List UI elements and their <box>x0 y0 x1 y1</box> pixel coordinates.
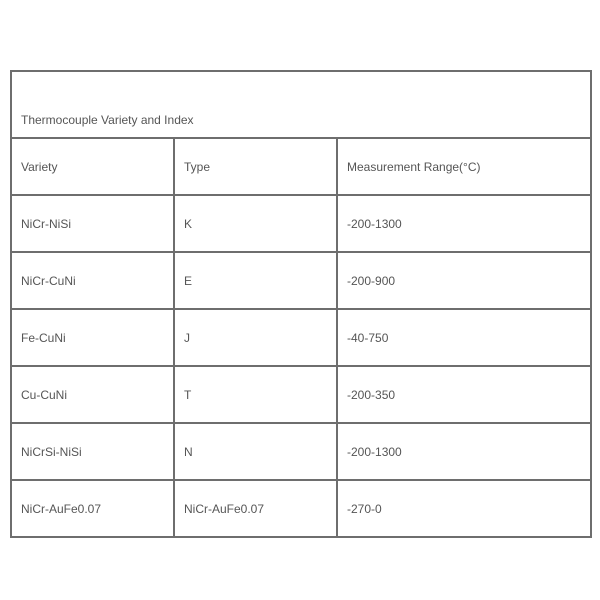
cell-type: N <box>174 423 337 480</box>
cell-range: -40-750 <box>337 309 591 366</box>
cell-type: K <box>174 195 337 252</box>
table-title-row <box>11 71 591 138</box>
cell-variety: NiCr-AuFe0.07 <box>11 480 174 537</box>
table-header-row <box>11 138 591 195</box>
header-type: Type <box>174 138 337 195</box>
table-row <box>11 309 591 366</box>
cell-variety: Cu-CuNi <box>11 366 174 423</box>
cell-range: -200-350 <box>337 366 591 423</box>
header-variety: Variety <box>11 138 174 195</box>
cell-range: -200-900 <box>337 252 591 309</box>
cell-range: -200-1300 <box>337 423 591 480</box>
cell-type: T <box>174 366 337 423</box>
cell-variety: Fe-CuNi <box>11 309 174 366</box>
cell-variety: NiCr-CuNi <box>11 252 174 309</box>
cell-type: E <box>174 252 337 309</box>
table-row <box>11 480 591 537</box>
table-row <box>11 423 591 480</box>
header-measurement-range: Measurement Range(°C) <box>337 138 591 195</box>
cell-range: -270-0 <box>337 480 591 537</box>
cell-type: NiCr-AuFe0.07 <box>174 480 337 537</box>
thermocouple-table <box>10 70 592 538</box>
cell-variety: NiCr-NiSi <box>11 195 174 252</box>
table-row <box>11 366 591 423</box>
table-row <box>11 195 591 252</box>
cell-variety: NiCrSi-NiSi <box>11 423 174 480</box>
thermocouple-table-container <box>10 70 590 538</box>
table-row <box>11 252 591 309</box>
cell-range: -200-1300 <box>337 195 591 252</box>
table-title: Thermocouple Variety and Index <box>11 71 591 138</box>
cell-type: J <box>174 309 337 366</box>
